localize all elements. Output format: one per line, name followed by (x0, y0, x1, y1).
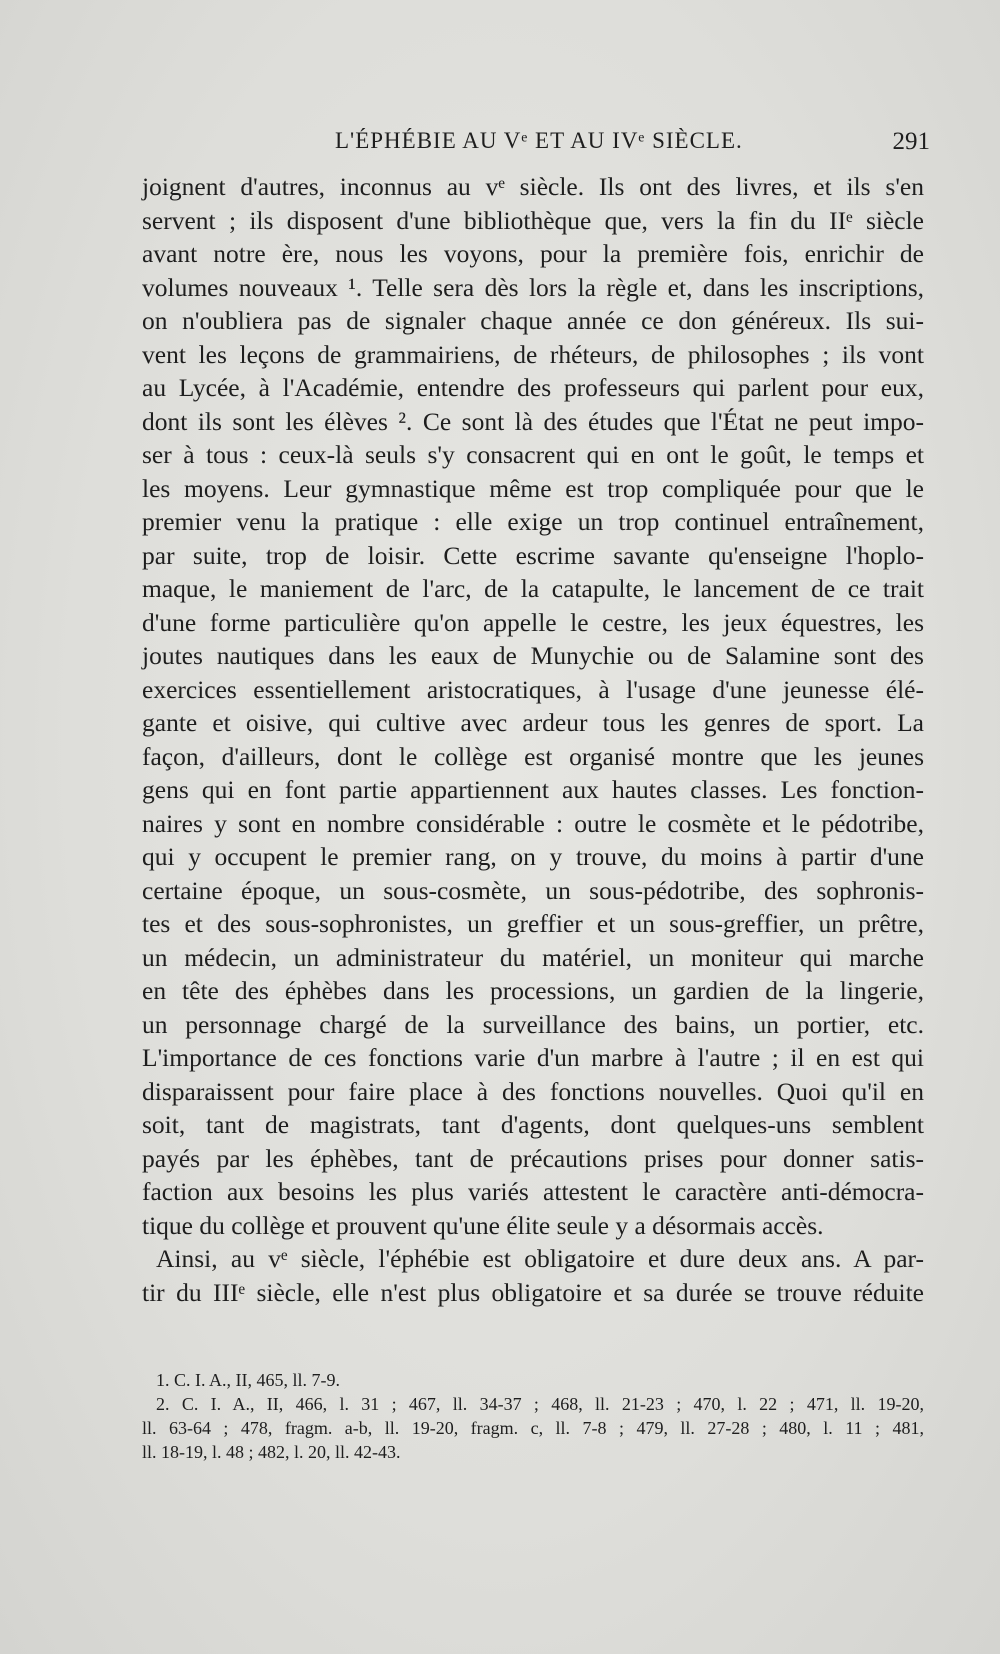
text-line: au Lycée, à l'Académie, entendre des professeurs qui parlent pour eux, (142, 373, 924, 402)
text-line: un personnage chargé de la surveillance des bains, un portier, etc. (142, 1009, 924, 1039)
text-line: naires y sont en nombre considérable : outre le cosmète et le pédotribe, (142, 808, 924, 838)
text-line: certaine époque, un sous-cosmète, un sous-pédotribe, des sophronis- (142, 875, 924, 905)
text-line: gens qui en font partie appartiennent aux hautes classes. Les fonction- (142, 775, 924, 804)
page-number: 291 (892, 128, 930, 155)
text-line: tes et des sous-sophronistes, un greffier et un sous-greffier, un prêtre, (142, 909, 924, 938)
text-line: gante et oisive, qui cultive avec ardeur tous les genres de sport. La (142, 708, 924, 737)
body-text (142, 170, 924, 1309)
text-line: soit, tant de magistrats, tant d'agents, dont quelques-uns semblent (142, 1110, 924, 1139)
text-line: dont ils sont les élèves ². Ce sont là des études que l'État ne peut impo- (142, 406, 924, 436)
text-line: joignent d'autres, inconnus au vᵉ siècle. Ils ont des livres, et ils s'en (142, 172, 924, 201)
text-line: faction aux besoins les plus variés attestent le caractère anti-démocra- (142, 1177, 924, 1206)
footnote: ll. 18-19, l. 48 ; 482, l. 20, ll. 42-43. (142, 1442, 401, 1462)
text-line: Ainsi, au vᵉ siècle, l'éphébie est obligatoire et dure deux ans. A par- (156, 1244, 924, 1273)
footnote: 1. C. I. A., II, 465, ll. 7-9. (156, 1370, 340, 1390)
text-line: servent ; ils disposent d'une bibliothèque que, vers la fin du IIᵉ siècle (142, 205, 924, 235)
text-line: tique du collège et prouvent qu'une élite seule y a désormais accès. (142, 1210, 824, 1240)
text-line: on n'oubliera pas de signaler chaque année ce don généreux. Ils sui- (142, 306, 924, 335)
footnotes (142, 1368, 924, 1464)
text-line: tir du IIIᵉ siècle, elle n'est plus obligatoire et sa durée se trouve réduite (142, 1277, 924, 1307)
footnote: ll. 63-64 ; 478, fragm. a-b, ll. 19-20, fragm. c, ll. 7-8 ; 479, ll. 27-28 ; 480, l. 11 ; 481, (142, 1418, 924, 1438)
text-line: ser à tous : ceux-là seuls s'y consacrent qui en ont le goût, le temps et (142, 440, 924, 469)
text-line: volumes nouveaux ¹. Telle sera dès lors la règle et, dans les inscriptions, (142, 272, 924, 302)
text-line: maque, le maniement de l'arc, de la catapulte, le lancement de ce trait (142, 574, 924, 603)
running-title: L'ÉPHÉBIE AU Vᵉ ET AU IVᵉ SIÈCLE. (335, 128, 743, 153)
text-line: d'une forme particulière qu'on appelle le cestre, les jeux équestres, les (142, 607, 924, 637)
text-line: L'importance de ces fonctions varie d'un marbre à l'autre ; il en est qui (142, 1043, 924, 1072)
text-line: un médecin, un administrateur du matériel, un moniteur qui marche (142, 942, 924, 972)
text-line: par suite, trop de loisir. Cette escrime savante qu'enseigne l'hoplo- (142, 540, 924, 570)
text-line: premier venu la pratique : elle exige un trop continuel entraînement, (142, 507, 924, 536)
text-line: exercices essentiellement aristocratiques, à l'usage d'une jeunesse élé- (142, 674, 924, 704)
text-line: qui y occupent le premier rang, on y trouve, du moins à partir d'une (142, 842, 924, 871)
text-line: disparaissent pour faire place à des fonctions nouvelles. Quoi qu'il en (142, 1076, 924, 1106)
text-line: joutes nautiques dans les eaux de Munychie ou de Salamine sont des (142, 641, 924, 670)
text-line: en tête des éphèbes dans les processions, un gardien de la lingerie, (142, 976, 924, 1005)
text-line: avant notre ère, nous les voyons, pour la première fois, enrichir de (142, 239, 924, 268)
page-header (140, 128, 930, 168)
text-line: façon, d'ailleurs, dont le collège est organisé montre que les jeunes (142, 741, 924, 771)
text-line: les moyens. Leur gymnastique même est trop compliquée pour que le (142, 473, 924, 503)
footnote: 2. C. I. A., II, 466, l. 31 ; 467, ll. 34-37 ; 468, ll. 21-23 ; 470, l. 22 ; 471, ll. 19-20, (156, 1394, 924, 1414)
text-line: vent les leçons de grammairiens, de rhéteurs, de philosophes ; ils vont (142, 339, 924, 369)
text-line: payés par les éphèbes, tant de précautions prises pour donner satis- (142, 1143, 924, 1173)
